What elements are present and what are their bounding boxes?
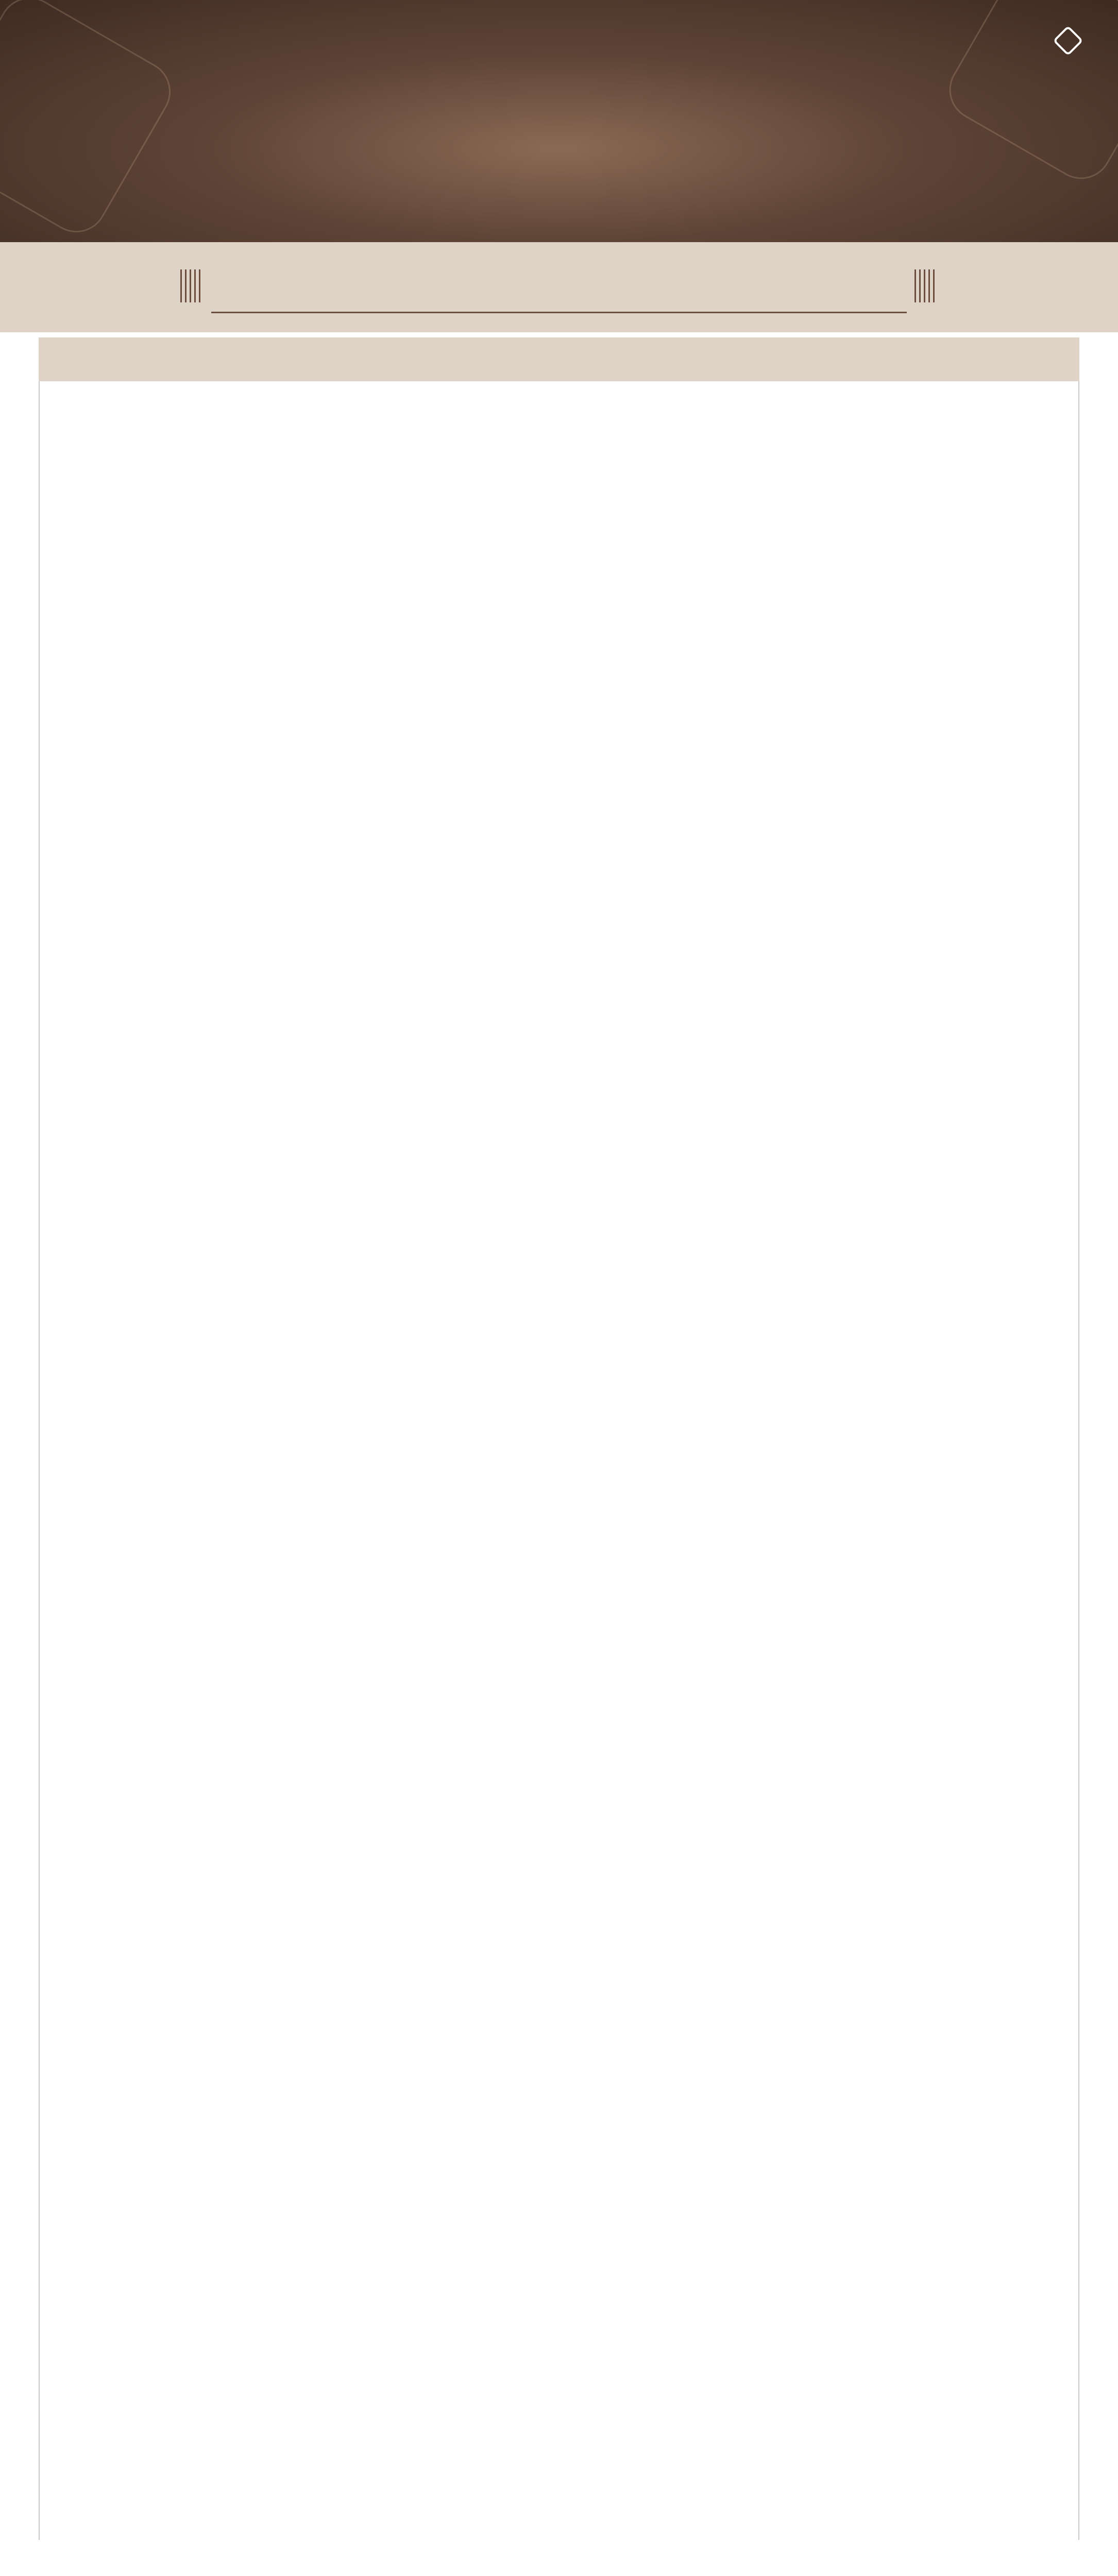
- column-header-impact: [848, 337, 1079, 381]
- header-banner: [0, 0, 1118, 247]
- decor-hexagon: [0, 0, 182, 244]
- brand-logo-icon: [1053, 25, 1083, 56]
- date-range-box: [201, 260, 917, 312]
- decor-lines: [180, 269, 204, 302]
- column-header-time: [135, 337, 213, 381]
- table-header: [39, 337, 1079, 381]
- table-border: [39, 381, 40, 2540]
- column-header-event: [213, 337, 848, 381]
- divider: [211, 312, 907, 313]
- decor-hexagon: [938, 0, 1118, 190]
- brand: [1050, 30, 1086, 52]
- table-border: [1078, 381, 1079, 2540]
- column-header-date: [39, 337, 135, 381]
- decor-lines: [914, 269, 938, 302]
